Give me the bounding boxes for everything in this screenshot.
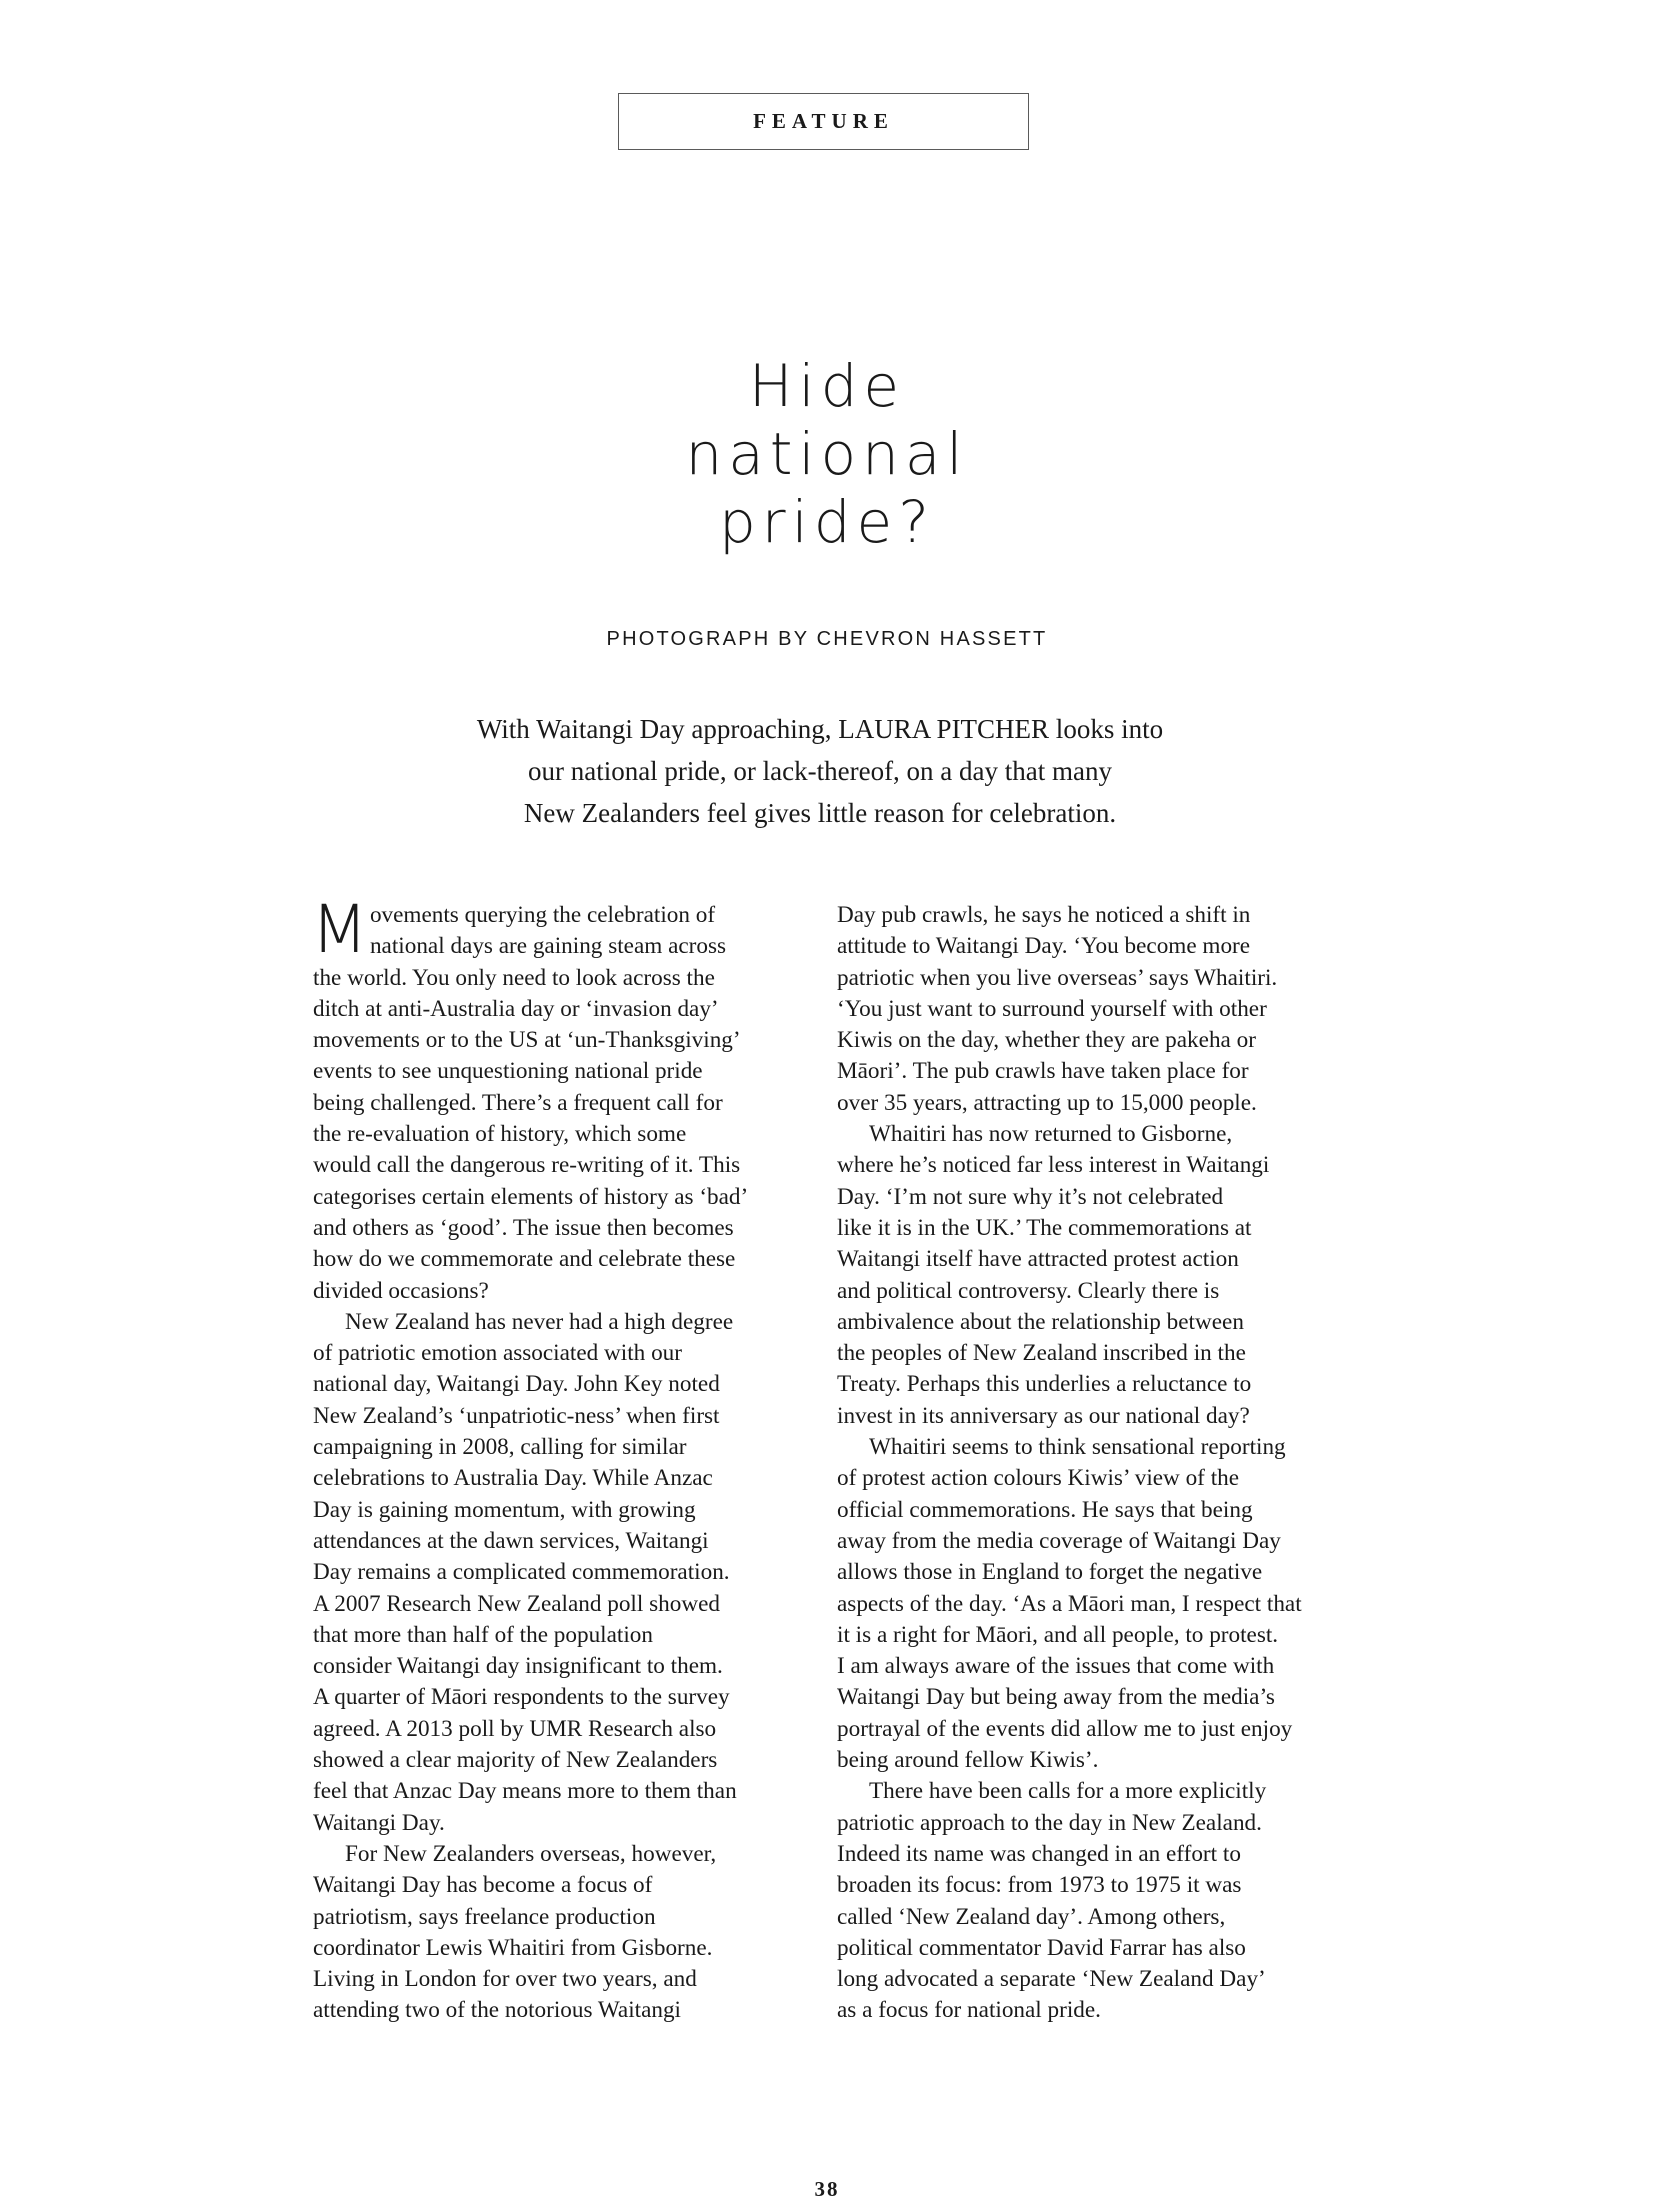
text-line: Day. ‘I’m not sure why it’s not celebrated — [837, 1183, 1224, 1210]
text-line: away from the media coverage of Waitangi Day — [837, 1527, 1281, 1554]
text-line: national day, Waitangi Day. John Key noted — [313, 1371, 720, 1398]
text-line: that more than half of the population — [313, 1621, 653, 1648]
text-line: Indeed its name was changed in an effort to — [837, 1840, 1241, 1867]
text-line: Treaty. Perhaps this underlies a reluctance to — [837, 1371, 1252, 1398]
text-line: New Zealand’s ‘unpatriotic-ness’ when first — [313, 1402, 720, 1429]
text-line: Waitangi itself have attracted protest action — [837, 1246, 1239, 1273]
body-column-left — [311, 891, 833, 2027]
text-line: ovements querying the celebration of — [369, 902, 716, 928]
text-line: and political controversy. Clearly there is — [837, 1277, 1220, 1304]
text-line: being around fellow Kiwis’. — [837, 1747, 1099, 1774]
title-line: Hide — [748, 352, 906, 420]
body-column-right — [837, 900, 1357, 2027]
text-line: feel that Anzac Day means more to them than — [313, 1778, 737, 1805]
text-line: Whaitiri has now returned to Gisborne, — [869, 1121, 1233, 1148]
text-line: and others as ‘good’. The issue then becomes — [313, 1214, 734, 1241]
text-line: invest in its anniversary as our national day? — [837, 1402, 1250, 1429]
text-line: patriotic approach to the day in New Zealand. — [837, 1809, 1262, 1836]
text-line: long advocated a separate ‘New Zealand Day’ — [837, 1966, 1266, 1993]
text-line: agreed. A 2013 poll by UMR Research also — [313, 1715, 717, 1742]
text-line: called ‘New Zealand day’. Among others, — [837, 1903, 1226, 1930]
text-line: Day remains a complicated commemoration. — [313, 1559, 730, 1586]
text-line: the world. You only need to look across the — [313, 964, 715, 991]
title-line: national — [685, 420, 969, 488]
text-line: Waitangi Day has become a focus of — [313, 1872, 653, 1899]
text-line: celebrations to Australia Day. While Anzac — [313, 1465, 713, 1492]
text-line: the peoples of New Zealand inscribed in the — [837, 1340, 1246, 1367]
text-line: official commemorations. He says that being — [837, 1496, 1253, 1523]
text-line: attitude to Waitangi Day. ‘You become more — [837, 933, 1251, 960]
text-line: like it is in the UK.’ The commemorations at — [837, 1214, 1252, 1241]
text-line: Living in London for over two years, and — [313, 1966, 697, 1993]
page-number: 38 — [814, 2177, 840, 2201]
text-line: Kiwis on the day, whether they are pakeha or — [837, 1027, 1256, 1054]
text-line: A 2007 Research New Zealand poll showed — [313, 1590, 720, 1617]
text-line: patriotic when you live overseas’ says Whaitiri. — [837, 964, 1278, 991]
text-line: coordinator Lewis Whaitiri from Gisborne. — [313, 1934, 713, 1961]
text-line: being challenged. There’s a frequent call for — [313, 1089, 723, 1116]
text-line: patriotism, says freelance production — [313, 1903, 656, 1930]
text-line: would call the dangerous re-writing of it. This — [313, 1152, 741, 1179]
section-tag: FEATURE — [618, 93, 1029, 150]
text-line: as a focus for national pride. — [837, 1997, 1101, 2024]
text-line: attendances at the dawn services, Waitangi — [313, 1527, 709, 1554]
text-line: Day pub crawls, he says he noticed a shift in — [837, 902, 1251, 928]
text-line: where he’s noticed far less interest in Waitangi — [837, 1152, 1270, 1179]
text-line: how do we commemorate and celebrate these — [313, 1246, 736, 1273]
text-line: Day is gaining momentum, with growing — [313, 1496, 696, 1523]
text-line: consider Waitangi day insignificant to them. — [313, 1653, 723, 1680]
text-line: There have been calls for a more explicitly — [869, 1778, 1267, 1805]
standfirst-line: New Zealanders feel gives little reason for celebration. — [523, 798, 1117, 828]
text-line: I am always aware of the issues that come with — [837, 1653, 1275, 1680]
text-line: campaigning in 2008, calling for similar — [313, 1434, 687, 1461]
text-line: movements or to the US at ‘un-Thanksgiving’ — [313, 1027, 741, 1054]
text-line: aspects of the day. ‘As a Māori man, I respect that — [837, 1590, 1302, 1617]
text-line: ambivalence about the relationship between — [837, 1308, 1244, 1335]
text-line: A quarter of Māori respondents to the survey — [313, 1684, 730, 1711]
title-line: pride? — [718, 488, 936, 556]
text-line: New Zealand has never had a high degree — [345, 1308, 734, 1335]
standfirst — [400, 708, 1240, 834]
text-line: national days are gaining steam across — [369, 933, 727, 960]
text-line: portrayal of the events did allow me to just enjoy — [837, 1715, 1293, 1742]
text-line: the re-evaluation of history, which some — [313, 1121, 687, 1148]
text-line: categorises certain elements of history as ‘bad’ — [313, 1183, 749, 1210]
text-line: allows those in England to forget the negative — [837, 1559, 1263, 1586]
text-line: showed a clear majority of New Zealanders — [313, 1747, 718, 1774]
text-line: Whaitiri seems to think sensational reporting — [869, 1434, 1286, 1461]
text-line: it is a right for Māori, and all people, to protest. — [837, 1621, 1279, 1648]
text-line: Māori’. The pub crawls have taken place for — [837, 1058, 1249, 1085]
text-line: ‘You just want to surround yourself with other — [837, 995, 1267, 1022]
photo-credit: PHOTOGRAPH BY CHEVRON HASSETT — [606, 628, 1048, 650]
text-line: of patriotic emotion associated with our — [313, 1340, 682, 1367]
standfirst-line: our national pride, or lack-thereof, on a day that many — [527, 756, 1113, 786]
text-line: Waitangi Day but being away from the media’s — [837, 1684, 1275, 1711]
text-line: attending two of the notorious Waitangi — [313, 1997, 681, 2024]
text-line: events to see unquestioning national pride — [313, 1058, 703, 1085]
article-title — [0, 352, 1654, 556]
text-line: ditch at anti-Australia day or ‘invasion day’ — [313, 995, 719, 1022]
standfirst-line: With Waitangi Day approaching, LAURA PITCHER looks into — [476, 714, 1164, 744]
text-line: over 35 years, attracting up to 15,000 people. — [837, 1089, 1257, 1116]
text-line: Waitangi Day. — [313, 1809, 445, 1836]
text-line: For New Zealanders overseas, however, — [345, 1840, 717, 1867]
text-line: divided occasions? — [313, 1277, 489, 1304]
drop-cap: M — [311, 891, 368, 968]
text-line: of protest action colours Kiwis’ view of the — [837, 1465, 1240, 1492]
text-line: broaden its focus: from 1973 to 1975 it was — [837, 1872, 1242, 1899]
text-line: political commentator David Farrar has also — [837, 1934, 1246, 1961]
